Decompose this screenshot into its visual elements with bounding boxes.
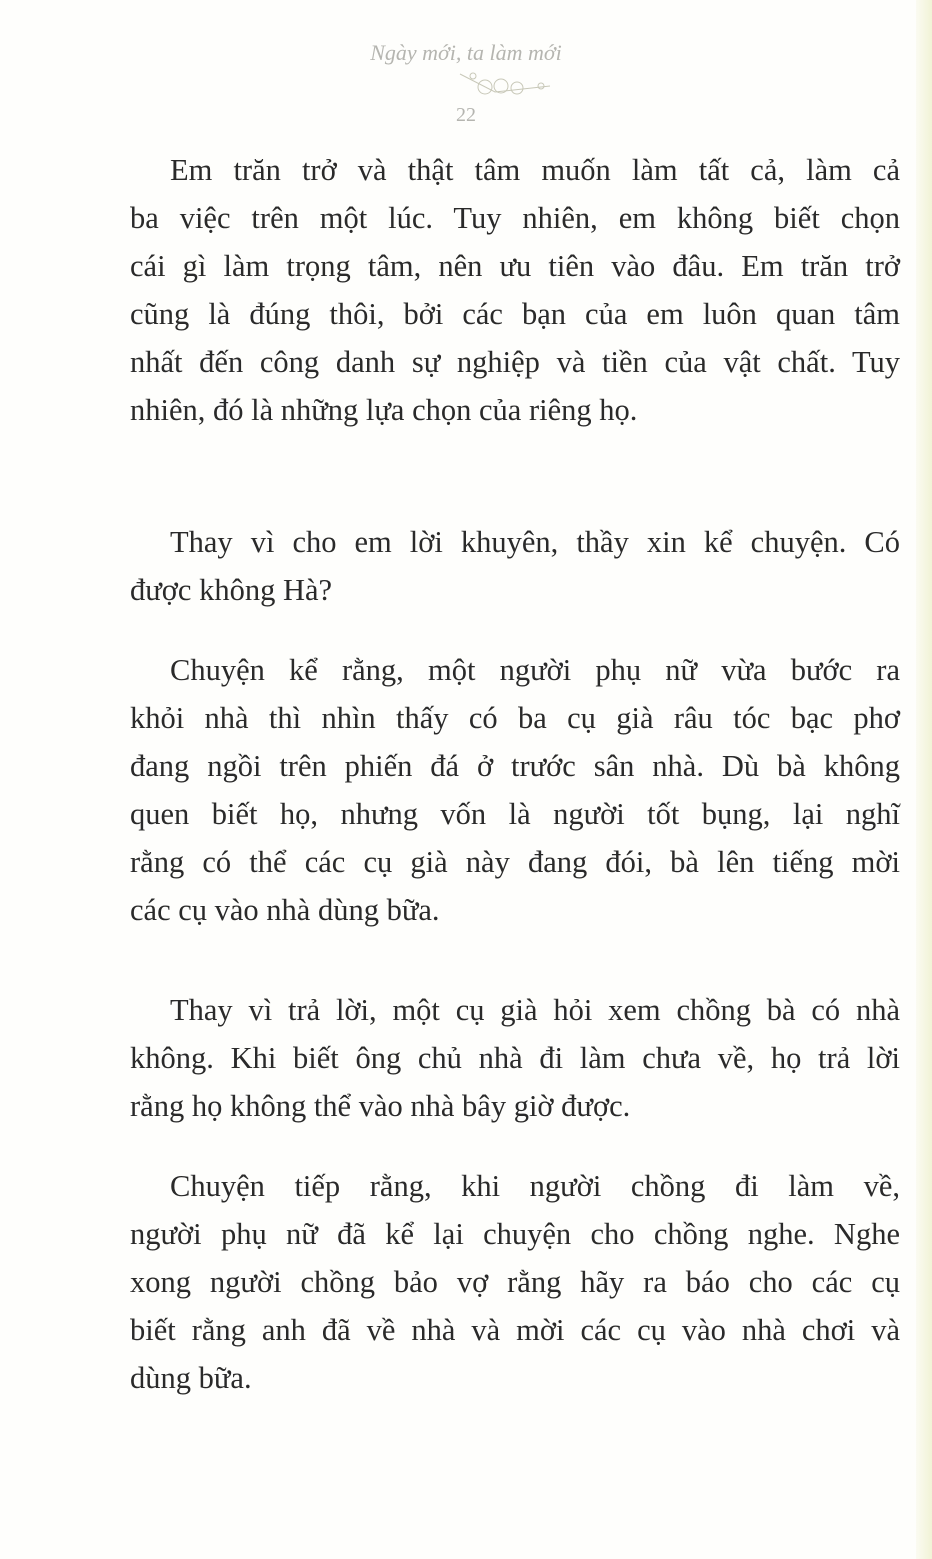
paragraph-line: Thay vì trả lời, một cụ già hỏi xem chồng bà có nhà: [170, 993, 900, 1027]
paragraph-line: không. Khi biết ông chủ nhà đi làm chưa về, họ trả lời: [130, 1041, 900, 1075]
paragraph-line: được không Hà?: [130, 573, 333, 607]
flower-ornament-icon: [455, 70, 555, 100]
paragraph-line: đang ngồi trên phiến đá ở trước sân nhà. Dù bà không: [130, 749, 900, 783]
paragraph-line: biết rằng anh đã về nhà và mời các cụ vào nhà chơi và: [130, 1313, 900, 1347]
paragraph-line: Chuyện kể rằng, một người phụ nữ vừa bước ra: [170, 653, 900, 687]
paragraph-line: xong người chồng bảo vợ rằng hãy ra báo cho các cụ: [130, 1265, 900, 1299]
paragraph-line: Thay vì cho em lời khuyên, thầy xin kể chuyện. Có: [170, 525, 900, 559]
paragraph-line: nhất đến công danh sự nghiệp và tiền của vật chất. Tuy: [130, 345, 900, 379]
paragraph-line: ba việc trên một lúc. Tuy nhiên, em không biết chọn: [130, 201, 900, 235]
paragraph-line: người phụ nữ đã kể lại chuyện cho chồng nghe. Nghe: [130, 1217, 900, 1251]
paragraph-line: Em trăn trở và thật tâm muốn làm tất cả, làm cả: [170, 153, 900, 187]
page-number: 22: [456, 104, 476, 126]
paragraph-line: cái gì làm trọng tâm, nên ưu tiên vào đâu. Em trăn trở: [130, 249, 900, 283]
paragraph-line: Chuyện tiếp rằng, khi người chồng đi làm về,: [170, 1169, 900, 1203]
paragraph-line: dùng bữa.: [130, 1361, 252, 1395]
paragraph-line: quen biết họ, nhưng vốn là người tốt bụng, lại nghĩ: [130, 797, 900, 831]
running-header-title: Ngày mới, ta làm mới: [370, 40, 562, 65]
paragraph-line: nhiên, đó là những lựa chọn của riêng họ.: [130, 393, 638, 427]
paragraph-line: các cụ vào nhà dùng bữa.: [130, 893, 440, 927]
paragraph-line: cũng là đúng thôi, bởi các bạn của em luôn quan tâm: [130, 297, 900, 331]
paragraph-line: rằng họ không thể vào nhà bây giờ được.: [130, 1089, 631, 1123]
paragraph-line: khỏi nhà thì nhìn thấy có ba cụ già râu tóc bạc phơ: [130, 701, 900, 735]
paragraph-line: rằng có thể các cụ già này đang đói, bà lên tiếng mời: [130, 845, 900, 879]
page-edge: [916, 0, 932, 1559]
